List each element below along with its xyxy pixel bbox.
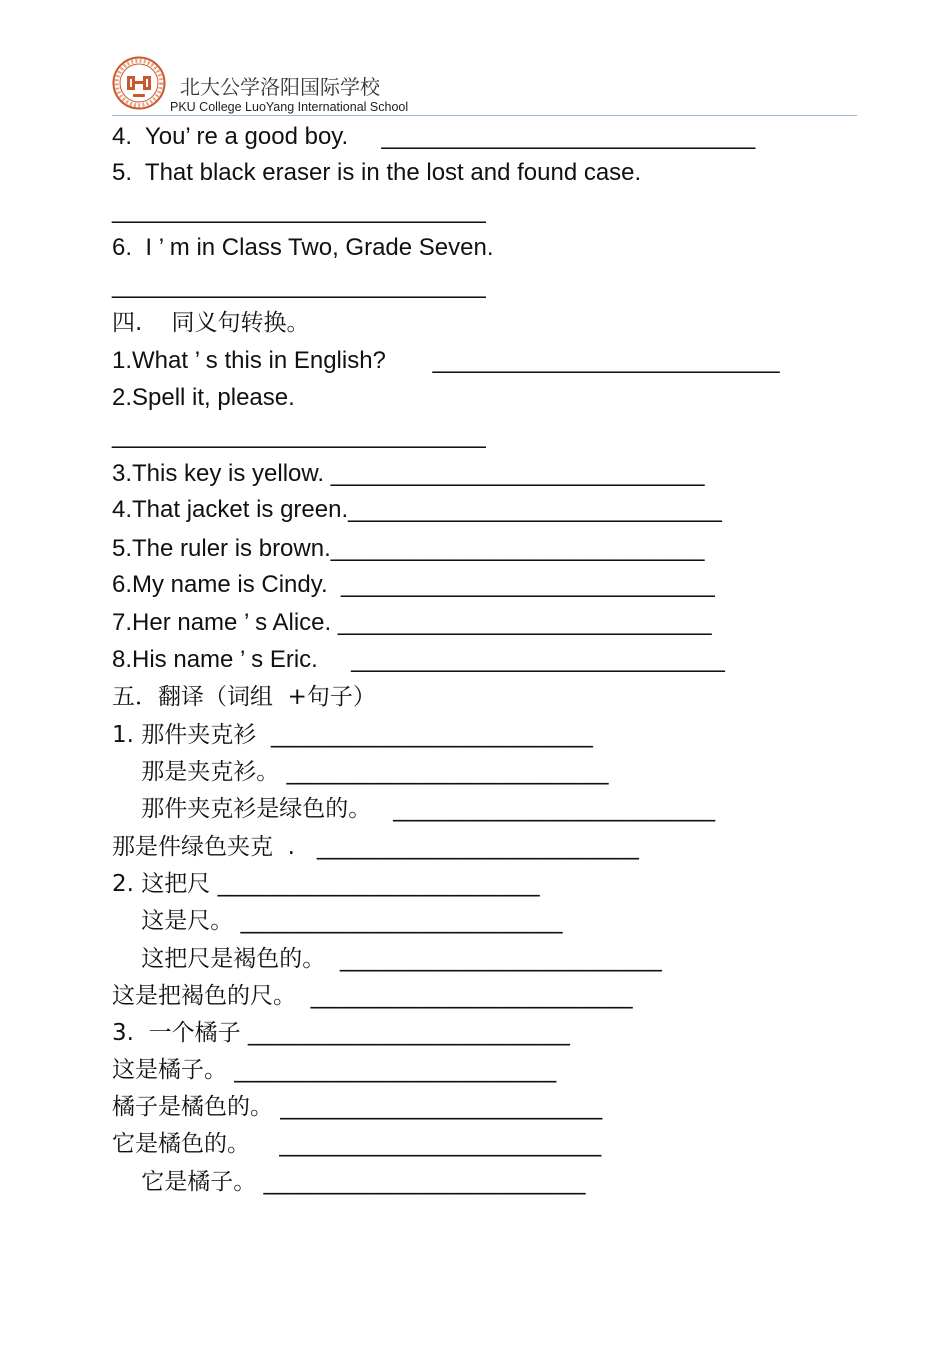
synonym-item-3: 3.This key is yellow. ____________________________: [112, 460, 705, 487]
exercise-line-6: 6. I ’ m in Class Two, Grade Seven.: [112, 234, 494, 261]
synonym-item-4: 4.That jacket is green.____________________________: [112, 496, 722, 523]
school-name-english: PKU College LuoYang International School: [170, 100, 409, 114]
translation-item-3b: 这是橘子。 ____________________________: [112, 1057, 557, 1083]
synonym-item-5: 5.The ruler is brown.____________________________: [112, 535, 705, 562]
exercise-line-5: 5. That black eraser is in the lost and found case.: [112, 159, 642, 186]
translation-item-2d: 这是把褐色的尺。 ____________________________: [112, 983, 633, 1009]
translation-item-3e: 它是橘子。 ____________________________: [112, 1169, 586, 1195]
answer-blank: ____________________________: [112, 272, 486, 299]
translation-item-3: 3. 一个橘子 ____________________________: [112, 1020, 570, 1046]
synonym-item-2: 2.Spell it, please.: [112, 384, 295, 411]
section-heading-translation: 五．翻译（词组 +句子）: [112, 684, 376, 710]
section-heading-synonym: 四. 同义句转换。: [112, 310, 310, 336]
school-name-chinese: 北大公学洛阳国际学校: [180, 75, 380, 99]
translation-item-1d: 那是件绿色夹克 . ____________________________: [112, 834, 639, 860]
pku-seal-icon: [112, 56, 166, 110]
translation-item-2b: 这是尺。 ____________________________: [112, 908, 563, 934]
synonym-item-8: 8.His name ’ s Eric. ____________________________: [112, 646, 725, 673]
synonym-item-1: 1.What ’ s this in English? __________________________: [112, 347, 780, 374]
translation-item-1: 1. 那件夹克衫 ____________________________: [112, 722, 593, 748]
translation-item-3c: 橘子是橘色的。 ____________________________: [112, 1094, 603, 1120]
translation-item-2: 2. 这把尺 ____________________________: [112, 871, 540, 897]
translation-item-1c: 那件夹克衫是绿色的。 ____________________________: [112, 796, 716, 822]
synonym-item-7: 7.Her name ’ s Alice. ____________________________: [112, 609, 712, 636]
translation-item-2c: 这把尺是褐色的。 ____________________________: [112, 946, 662, 972]
translation-item-1b: 那是夹克衫。 ____________________________: [112, 759, 609, 785]
answer-blank: ____________________________: [112, 422, 486, 449]
page-header: [112, 56, 857, 116]
answer-blank: ____________________________: [112, 197, 486, 224]
exercise-line-4: 4. You’ re a good boy. ____________________________: [112, 123, 756, 150]
header-divider: [112, 115, 857, 116]
synonym-item-6: 6.My name is Cindy. ____________________________: [112, 571, 715, 598]
translation-item-3d: 它是橘色的。 ____________________________: [112, 1131, 602, 1157]
